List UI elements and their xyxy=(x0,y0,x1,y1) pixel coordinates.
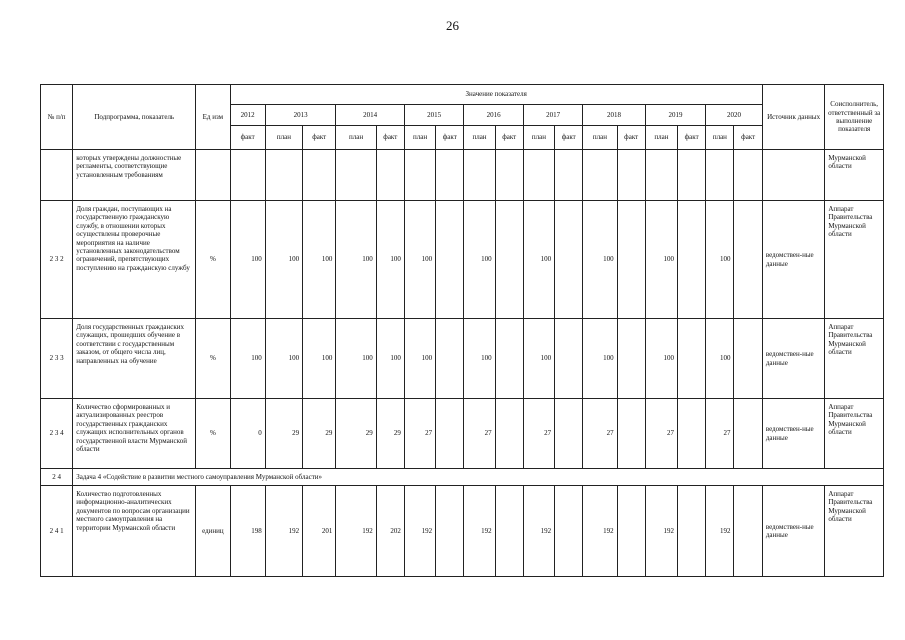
value-cell xyxy=(464,150,495,201)
value-cell xyxy=(555,201,583,319)
value-cell: 100 xyxy=(404,319,435,399)
row-number: 2 4 xyxy=(41,469,73,486)
year-header: 2018 xyxy=(583,105,645,126)
source-cell: ведомствен-ные данные xyxy=(762,201,825,319)
value-cell: 29 xyxy=(265,399,302,469)
table-row xyxy=(41,319,884,399)
value-cell xyxy=(436,399,464,469)
value-cell xyxy=(617,486,645,577)
value-cell xyxy=(495,486,523,577)
unit-cell: % xyxy=(196,201,230,319)
value-cell xyxy=(617,399,645,469)
value-cell: 192 xyxy=(336,486,376,577)
value-cell xyxy=(230,150,265,201)
plan-header: план xyxy=(404,126,435,150)
table-row xyxy=(41,150,884,201)
unit-cell xyxy=(196,150,230,201)
value-cell xyxy=(495,201,523,319)
year-header: 2014 xyxy=(336,105,405,126)
value-cell: 100 xyxy=(523,319,554,399)
coexecutor-cell: Аппарат Правительства Мурманской области xyxy=(825,201,884,319)
unit-cell: единиц xyxy=(196,486,230,577)
fact-header: факт xyxy=(678,126,706,150)
value-cell xyxy=(678,399,706,469)
fact-header: факт xyxy=(734,126,762,150)
table-row xyxy=(41,399,884,469)
value-cell: 192 xyxy=(404,486,435,577)
col-name-header: Подпрограмма, показатель xyxy=(73,85,196,150)
value-cell: 100 xyxy=(645,319,677,399)
year-header: 2015 xyxy=(404,105,463,126)
value-cell: 100 xyxy=(645,201,677,319)
table-row xyxy=(41,469,884,486)
row-number: 2 3 3 xyxy=(41,319,73,399)
value-cell xyxy=(645,150,677,201)
value-cell xyxy=(555,150,583,201)
indicator-table xyxy=(40,84,884,577)
value-cell xyxy=(303,150,336,201)
indicator-name: Количество подготовленных информационно-аналитических документов по вопросам организации местного самоуправления на территории Мурманской области xyxy=(73,486,196,577)
value-cell: 100 xyxy=(230,201,265,319)
col-unit-header: Ед изм xyxy=(196,85,230,150)
value-cell: 202 xyxy=(376,486,404,577)
value-cell: 27 xyxy=(706,399,734,469)
year-header: 2016 xyxy=(464,105,523,126)
fact-header: факт xyxy=(376,126,404,150)
row-number: 2 3 2 xyxy=(41,201,73,319)
plan-header: план xyxy=(336,126,376,150)
year-header: 2019 xyxy=(645,105,705,126)
value-cell: 100 xyxy=(404,201,435,319)
value-cell: 27 xyxy=(523,399,554,469)
value-cell xyxy=(436,486,464,577)
value-cell: 192 xyxy=(523,486,554,577)
value-cell: 100 xyxy=(583,201,617,319)
plan-header: план xyxy=(645,126,677,150)
value-cell xyxy=(436,319,464,399)
fact-header: факт xyxy=(230,126,265,150)
plan-header: план xyxy=(706,126,734,150)
year-header: 2020 xyxy=(706,105,763,126)
value-cell: 100 xyxy=(464,201,495,319)
indicator-name: которых утверждены должностные регламенты, соответствующие установленным требованиям xyxy=(73,150,196,201)
value-cell xyxy=(404,150,435,201)
value-cell: 100 xyxy=(706,201,734,319)
year-header: 2012 xyxy=(230,105,265,126)
source-cell: ведомствен-ные данные xyxy=(762,399,825,469)
value-cell: 100 xyxy=(230,319,265,399)
value-cell: 100 xyxy=(336,319,376,399)
plan-header: план xyxy=(523,126,554,150)
year-header: 2013 xyxy=(265,105,336,126)
indicator-name: Доля граждан, поступающих на государственную гражданскую службу, в отношении которых осуществлены проверочные мероприятия на наличие установленных законодательством ограничений, препятствующих поступлению на гражданскую службу xyxy=(73,201,196,319)
value-cell xyxy=(555,319,583,399)
plan-header: план xyxy=(583,126,617,150)
unit-cell: % xyxy=(196,399,230,469)
fact-header: факт xyxy=(617,126,645,150)
table-row xyxy=(41,486,884,577)
value-cell xyxy=(376,150,404,201)
value-cell: 198 xyxy=(230,486,265,577)
source-cell: ведомствен-ные данные xyxy=(762,486,825,577)
source-cell xyxy=(762,150,825,201)
value-cell xyxy=(617,319,645,399)
fact-header: факт xyxy=(303,126,336,150)
col-coexec-header: Соисполнитель, ответственный за выполнение показателя xyxy=(825,85,884,150)
value-cell xyxy=(734,399,762,469)
value-cell: 100 xyxy=(583,319,617,399)
indicator-name: Количество сформированных и актуализированных реестров государственных гражданских служащих исполнительных органов государственной власти Мурманской области xyxy=(73,399,196,469)
col-num-header: № п/п xyxy=(41,85,73,150)
value-cell: 192 xyxy=(706,486,734,577)
value-cell xyxy=(678,319,706,399)
unit-cell: % xyxy=(196,319,230,399)
value-cell xyxy=(495,150,523,201)
row-number: 2 4 1 xyxy=(41,486,73,577)
value-cell: 100 xyxy=(265,201,302,319)
value-cell xyxy=(436,201,464,319)
value-cell: 100 xyxy=(376,319,404,399)
coexecutor-cell: Аппарат Правительства Мурманской области xyxy=(825,486,884,577)
value-cell xyxy=(706,150,734,201)
coexecutor-cell: Мурманской области xyxy=(825,150,884,201)
value-cell xyxy=(734,486,762,577)
value-cell: 29 xyxy=(376,399,404,469)
plan-header: план xyxy=(464,126,495,150)
value-cell: 192 xyxy=(583,486,617,577)
row-number xyxy=(41,150,73,201)
value-cell: 201 xyxy=(303,486,336,577)
value-cell: 0 xyxy=(230,399,265,469)
value-cell xyxy=(734,150,762,201)
row-number: 2 3 4 xyxy=(41,399,73,469)
value-cell xyxy=(678,201,706,319)
value-cell: 100 xyxy=(464,319,495,399)
value-cell xyxy=(555,486,583,577)
fact-header: факт xyxy=(436,126,464,150)
value-cell: 29 xyxy=(303,399,336,469)
value-cell: 27 xyxy=(464,399,495,469)
page-number: 26 xyxy=(446,18,459,33)
value-cell xyxy=(436,150,464,201)
value-cell: 192 xyxy=(645,486,677,577)
coexecutor-cell: Аппарат Правительства Мурманской области xyxy=(825,399,884,469)
value-cell: 100 xyxy=(265,319,302,399)
value-cell: 27 xyxy=(404,399,435,469)
value-cell: 100 xyxy=(523,201,554,319)
values-group-header: Значение показателя xyxy=(230,85,762,105)
task-title: Задача 4 «Содействие в развитии местного самоуправления Мурманской области» xyxy=(73,469,884,486)
value-cell xyxy=(495,399,523,469)
indicator-name: Доля государственных гражданских служащих, прошедших обучение в соответствии с государственным заказом, от общего числа лиц, направленных на обучение xyxy=(73,319,196,399)
value-cell xyxy=(583,150,617,201)
value-cell xyxy=(678,486,706,577)
value-cell: 100 xyxy=(336,201,376,319)
value-cell: 192 xyxy=(265,486,302,577)
value-cell: 27 xyxy=(645,399,677,469)
value-cell: 29 xyxy=(336,399,376,469)
value-cell xyxy=(336,150,376,201)
value-cell: 192 xyxy=(464,486,495,577)
fact-header: факт xyxy=(555,126,583,150)
value-cell xyxy=(617,150,645,201)
plan-header: план xyxy=(265,126,302,150)
coexecutor-cell: Аппарат Правительства Мурманской области xyxy=(825,319,884,399)
value-cell: 100 xyxy=(303,319,336,399)
value-cell xyxy=(265,150,302,201)
value-cell: 100 xyxy=(706,319,734,399)
value-cell: 27 xyxy=(583,399,617,469)
value-cell xyxy=(495,319,523,399)
value-cell xyxy=(523,150,554,201)
value-cell: 100 xyxy=(376,201,404,319)
fact-header: факт xyxy=(495,126,523,150)
value-cell xyxy=(734,201,762,319)
value-cell xyxy=(734,319,762,399)
value-cell xyxy=(678,150,706,201)
source-cell: ведомствен-ные данные xyxy=(762,319,825,399)
year-header: 2017 xyxy=(523,105,582,126)
table-row xyxy=(41,201,884,319)
col-source-header: Источник данных xyxy=(762,85,825,150)
value-cell xyxy=(555,399,583,469)
value-cell: 100 xyxy=(303,201,336,319)
value-cell xyxy=(617,201,645,319)
